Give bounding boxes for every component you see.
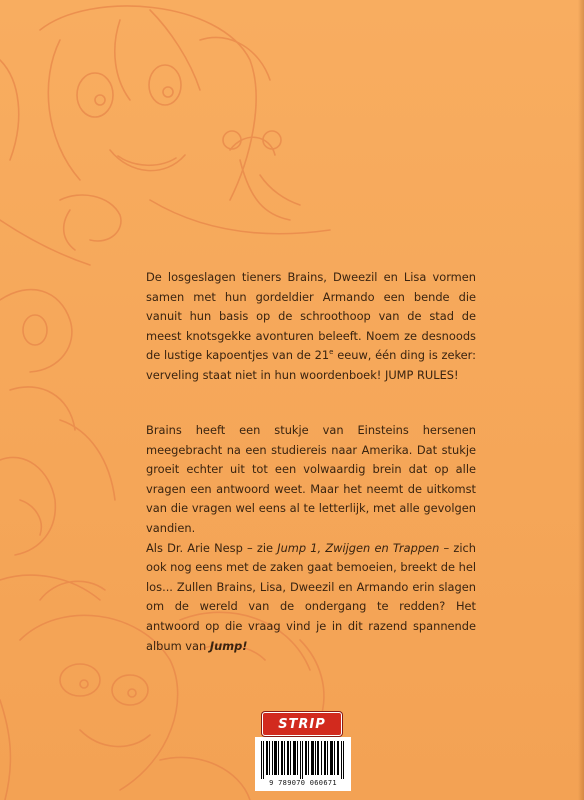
referenced-album-title: Jump 1, Zwijgen en Trappen <box>277 540 440 555</box>
century-suffix: e <box>329 348 334 357</box>
intro-text-part-b: eeuw, één ding is zeker: verveling staat niet in hun woordenboek! JUMP RULES! <box>146 348 476 382</box>
story-text-part-b: – zich ook nog eens met de zaken gaat bemoeien, breekt de hel los... Zullen Brains, Lisa, Dweezil en Armando erin slagen om de wereld van de ondergang te redden? Het antwoord op die vraag vind je in dit razend spannende album van <box>146 540 476 653</box>
series-brand-name: Jump! <box>209 638 248 653</box>
synopsis-paragraph-story <box>146 421 476 656</box>
story-text-part-a: Als Dr. Arie Nesp – zie <box>146 540 278 555</box>
strip-logo-text: STRIP <box>278 716 326 732</box>
synopsis-paragraph-intro <box>146 268 476 386</box>
isbn-barcode <box>255 737 351 791</box>
barcode-bars <box>261 741 345 779</box>
page-edge-shadow <box>578 0 584 800</box>
intro-text-part-a: De losgeslagen tieners Brains, Dweezil en Lisa vormen samen met hun gordeldier Armando een bende die vanuit hun basis op de schroothoop van de stad de meest knotsgekke avonturen beleeft. Noem ze desnoods de lustige kapoentjes van de 21 <box>146 270 476 363</box>
isbn-number: 9 789070 060671 <box>269 779 337 787</box>
story-text-brains: Brains heeft een stukje van Einsteins hersenen meegebracht na een studiereis naar Amerika. Dat stukje groeit echter uit tot een volwaardig brein dat op alle vragen een antwoord weet. Maar het neemt de uitkomst van die vragen wel eens al te letterlijk, met alle gevolgen vandien. <box>146 423 476 535</box>
strip-publisher-logo <box>262 712 342 736</box>
